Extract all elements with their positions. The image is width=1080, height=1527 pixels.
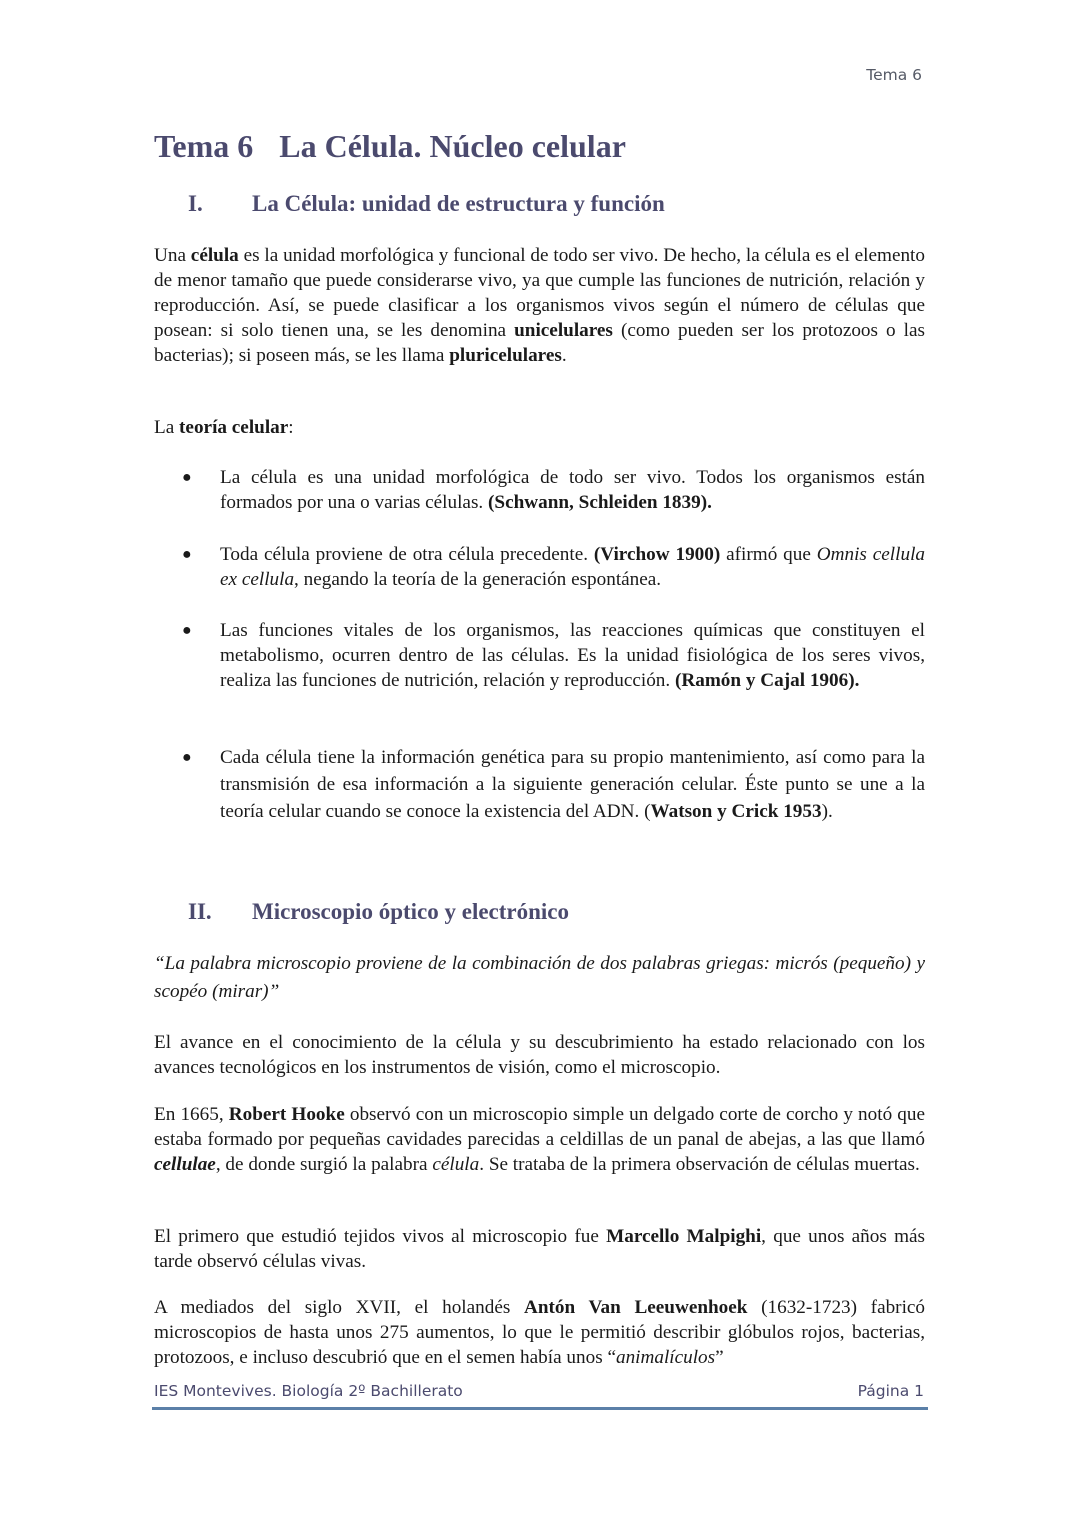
term-animalculos: animalículos [615,1347,716,1368]
text-run: Una [154,245,191,266]
theory-list [154,465,925,515]
section-1-numeral: I. [188,191,203,216]
list-item [154,744,925,825]
citation: Watson y Crick 1953 [650,801,822,822]
text-run: (1632-1723) fabricó microscopios de hasta unos 275 aumentos, lo que le permitió describir glóbulos rojos, bacterias, protozoos, e incluso descubrió que en el semen había unos “ [154,1297,926,1368]
text-run: . Se trataba de la primera observación de células muertas. [479,1154,920,1175]
latin-phrase: Omnis cellula ex cellula [220,544,925,590]
text-run: . [561,345,567,366]
citation: (Ramón y Cajal 1906). [674,670,860,691]
paragraph-advance: El avance en el conocimiento de la célula y su descubrimiento ha estado relacionado con los avances tecnológicos en los instrumentos de visión, como el microscopio. [154,1032,925,1078]
section-1-title: La Célula: unidad de estructura y función [252,191,665,216]
text-run: , negando la teoría de la generación espontánea. [294,569,662,590]
section-2-heading [188,899,569,925]
name-marcello-malpighi: Marcello Malpighi [606,1226,762,1247]
theory-list [154,744,925,825]
text-run: , que unos años más tarde observó células vivas. [154,1226,925,1272]
name-robert-hooke: Robert Hooke [228,1104,345,1125]
name-anton-van-leeuwenhoek: Antón Van Leeuwenhoek [523,1297,748,1318]
term-pluricelulares: pluricelulares [449,345,562,366]
running-header: Tema 6 [866,66,922,84]
text-run: ” [715,1347,724,1368]
section-1-heading [188,191,665,217]
term-unicelulares: unicelulares [514,320,613,341]
list-item [154,465,925,515]
theory-list [154,618,925,693]
paragraph-hooke [154,1102,925,1177]
text-run: es la unidad morfológica y funcional de todo ser vivo. De hecho, la célula es el elemento de menor tamaño que puede considerarse vivo, ya que cumple las funciones de nutrición, relación y reproducción. Así, se puede clasificar a los organismos vivos según el número de células que posean: si solo tienen una, se les denomina [154,245,925,341]
paragraph-leeuwenhoek [154,1295,925,1370]
theory-list [154,542,925,592]
etymology-quote: “La palabra microscopio proviene de la combinación de dos palabras griegas: micrós (pequeño) y scopéo (mirar)” [154,953,925,1002]
text-run: : [288,417,294,438]
text-run: Toda célula proviene de otra célula precedente. [220,544,594,565]
text-run: A mediados del siglo XVII, el holandés [154,1297,524,1318]
text-run: afirmó que [720,544,817,565]
text-run: (como pueden ser los protozoos o las bacterias); si poseen más, se les llama [154,320,925,366]
text-run: La [154,417,180,438]
citation: (Schwann, Schleiden 1839). [488,492,712,513]
title-text: La Célula. Núcleo celular [279,128,626,164]
theory-label [154,415,925,440]
section-2-title: Microscopio óptico y electrónico [252,899,570,924]
paragraph-malpighi [154,1224,925,1274]
text-run: El primero que estudió tejidos vivos al microscopio fue [154,1226,607,1247]
term-celula-italic: célula [432,1154,480,1175]
text-run: Las funciones vitales de los organismos, las reacciones químicas que constituyen el metabolismo, ocurren dentro de las células. Es la unidad fisiológica de los seres vivos, realiza las funciones de nutrición, relación y reproducción. [220,620,925,691]
term-cellulae: cellulae [154,1154,216,1175]
footer-page-number: Página 1 [857,1382,924,1400]
text-run: En 1665, [154,1104,229,1125]
footer-divider [152,1407,928,1410]
text-run: La célula es una unidad morfológica de todo ser vivo. Todos los organismos están formados por una o varias células. [220,467,925,513]
citation: (Virchow 1900) [593,544,721,565]
bullet-icon: ● [182,469,192,486]
text-run: Cada célula tiene la información genética para su propio mantenimiento, así como para la transmisión de esa información a la siguiente generación celular. Éste punto se une a la teoría celular cuando se conoce la existencia del ADN. ( [220,747,925,822]
text-run: , de donde surgió la palabra [215,1154,433,1175]
intro-paragraph [154,243,925,368]
list-item [154,542,925,592]
term-teoria-celular: teoría celular [179,417,289,438]
text-run: ). [821,801,833,822]
bullet-icon: ● [182,622,192,639]
list-item [154,618,925,693]
text-run: observó con un microscopio simple un delgado corte de corcho y notó que estaba formado por pequeñas cavidades parecidas a celdillas de un panal de abejas, a las que llamó [154,1104,925,1150]
term-celula: célula [190,245,239,266]
bullet-icon: ● [182,546,192,563]
page-title [154,128,626,165]
bullet-icon: ● [182,749,192,766]
section-2-numeral: II. [188,899,212,924]
title-number: Tema 6 [154,128,254,164]
footer-school: IES Montevives. Biología 2º Bachillerato [154,1382,463,1400]
